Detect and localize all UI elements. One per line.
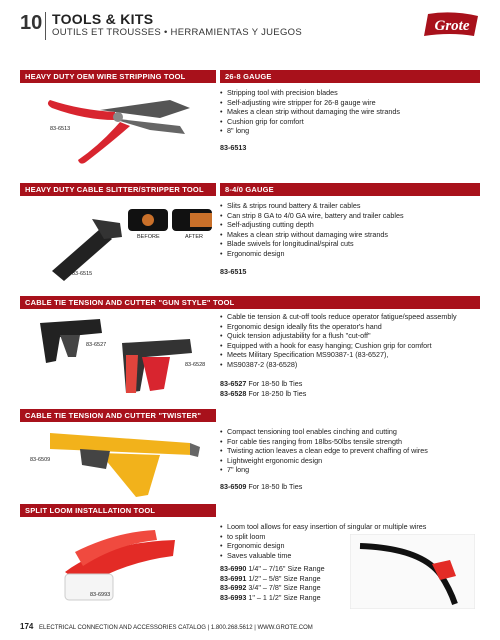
part-row: 83-6991 1/2" – 5/8" Size Range [220, 573, 321, 583]
part-row: 83-6527 For 18-50 lb Ties [220, 379, 303, 388]
page-subtitle: OUTILS ET TROUSSES • HERRAMIENTAS Y JUEGOS [52, 27, 302, 38]
header-divider [45, 12, 46, 40]
feature-item: • Self-adjusting wire stripper for 26-8 gauge wire [220, 98, 400, 108]
feature-item: • Slits & strips round battery & trailer cables [220, 201, 404, 211]
loom-usage-image [350, 534, 475, 609]
feature-item: • 7" long [220, 465, 428, 475]
section-title: HEAVY DUTY OEM WIRE STRIPPING TOOL [20, 70, 216, 83]
feature-list [220, 427, 428, 475]
image-label: 83-6513 [50, 126, 71, 132]
section-gun-style [20, 296, 480, 406]
section-title: HEAVY DUTY CABLE SLITTER/STRIPPER TOOL [20, 183, 216, 196]
svg-text:Grote: Grote [434, 18, 470, 34]
feature-item: • Blade swivels for longitudinal/spiral cuts [220, 239, 404, 249]
feature-item: • MS90387-2 (83-6528) [220, 360, 457, 370]
section-wire-stripping [20, 70, 480, 180]
cable-slitter-image [30, 201, 220, 286]
page-header [0, 0, 500, 50]
feature-list [220, 201, 404, 259]
feature-item: • Can strip 8 GA to 4/0 GA wire, battery and trailer cables [220, 211, 404, 221]
feature-item: • Makes a clean strip without damaging wire strands [220, 230, 404, 240]
page-footer [20, 622, 313, 631]
feature-item: • Equipped with a hook for easy hanging; Cushion grip for comfort [220, 341, 457, 351]
gun-tool-image [30, 311, 215, 406]
feature-item: • Stripping tool with precision blades [220, 88, 400, 98]
section-cable-slitter [20, 183, 480, 293]
footer-text: ELECTRICAL CONNECTION AND ACCESSORIES CATALOG | 1.800.268.5612 | WWW.GROTE.COM [39, 625, 313, 631]
image-label: 83-6509 [30, 457, 51, 463]
part-numbers [220, 564, 325, 602]
feature-item: • Lightweight ergonomic design [220, 456, 428, 466]
image-label-a: 83-6527 [86, 342, 107, 348]
before-label: BEFORE [137, 234, 160, 240]
feature-item: • Self-adjusting cutting depth [220, 220, 404, 230]
feature-item: • Twisting action leaves a clean edge to prevent chaffing of wires [220, 446, 428, 456]
page-title: TOOLS & KITS [52, 11, 154, 27]
section-twister [20, 409, 480, 504]
part-row: 83-6993 1" – 1 1/2" Size Range [220, 592, 321, 602]
feature-item: • Makes a clean strip without damaging the wire strands [220, 107, 400, 117]
section-split-loom [20, 504, 480, 614]
feature-item: • Ergonomic design ideally fits the operator's hand [220, 322, 457, 332]
split-loom-tool-image [45, 522, 195, 612]
feature-list [220, 312, 457, 370]
part-row: 83-6509 For 18-50 lb Ties [220, 482, 303, 491]
section-title: CABLE TIE TENSION AND CUTTER "GUN STYLE" TOOL [20, 296, 480, 309]
part-row: 83-6990 1/4" – 7/16" Size Range [220, 564, 325, 573]
feature-item: • Loom tool allows for easy insertion of singular or multiple wires [220, 522, 426, 532]
feature-item: • to split loom [220, 532, 426, 542]
part-number: 83-6513 [220, 143, 247, 152]
image-label-b: 83-6528 [185, 362, 206, 368]
section-number: 10 [20, 12, 43, 34]
feature-item: • Compact tensioning tool enables cinching and cutting [220, 427, 428, 437]
grote-logo [422, 12, 482, 38]
gauge-label: 26-8 GAUGE [220, 70, 480, 83]
section-title: SPLIT LOOM INSTALLATION TOOL [20, 504, 216, 517]
part-numbers [220, 379, 306, 398]
part-number: 83-6515 [220, 267, 247, 276]
page-number: 174 [20, 622, 34, 631]
feature-item: • Quick tension adjustability for a flush "cut-off" [220, 331, 457, 341]
feature-item: • Cushion grip for comfort [220, 117, 400, 127]
part-row: 83-6992 3/4" – 7/8" Size Range [220, 583, 321, 593]
image-label: 83-6515 [72, 271, 93, 277]
feature-item: • Meets Military Specification MS90387-1 (83-6527), [220, 350, 457, 360]
feature-item: • For cable ties ranging from 18lbs-50lbs tensile strength [220, 437, 428, 447]
feature-item: • Cable tie tension & cut-off tools reduce operator fatigue/speed assembly [220, 312, 457, 322]
part-row: 83-6528 For 18-250 lb Ties [220, 388, 307, 398]
twister-tool-image [40, 425, 210, 505]
after-label: AFTER [185, 234, 204, 240]
image-label: 83-6993 [90, 592, 111, 598]
section-title: CABLE TIE TENSION AND CUTTER "TWISTER" TOOL [20, 409, 216, 422]
feature-list [220, 88, 400, 136]
feature-item: • Saves valuable time [220, 551, 426, 561]
feature-item: • Ergonomic design [220, 249, 404, 259]
feature-item: • 8" long [220, 126, 400, 136]
part-numbers [220, 482, 302, 492]
gauge-label: 8-4/0 GAUGE [220, 183, 480, 196]
feature-item: • Ergonomic design [220, 541, 426, 551]
